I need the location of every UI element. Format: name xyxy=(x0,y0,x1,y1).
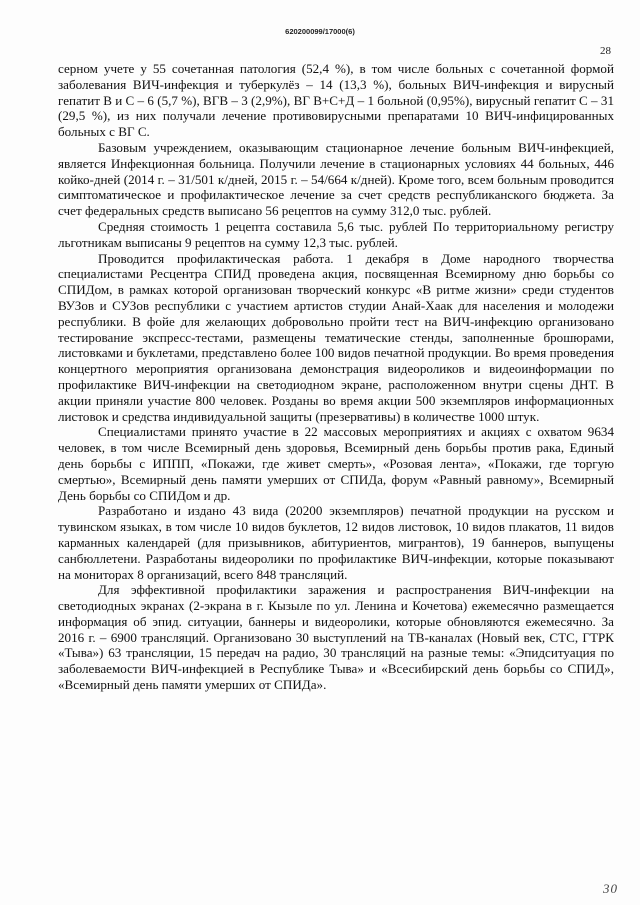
paragraph-7: Для эффективной профилактики заражения и распространения ВИЧ-инфекции на светодиодных экранах (2-экрана в г. Кызыле по ул. Ленина и Кочетова) ежемесячно размещается информация об эпид. ситуации, баннеры и видеоролики, которые обновляются ежемесячно. За 2016 г. – 6900 трансляций. Организовано 30 выступлений на ТВ-каналах (Новый век, СТС, ГТРК «Тыва») 63 трансляции, 15 передач на радио, 30 трансляций на разные темы: «Эпидситуация по заболеваемости ВИЧ-инфекцией в Республике Тыва» и «Всесибирский день борьбы со СПИД», «Всемирный день памяти умерших от СПИДа». xyxy=(58,582,614,693)
paragraph-4: Проводится профилактическая работа. 1 декабря в Доме народного творчества специалистами Ресцентра СПИД проведена акция, посвященная Всемирному дню борьбы со СПИДом, в рамках которой организован творческий конкурс «В ритме жизни» среди студентов ВУЗов и СУЗов республики с участием артистов студии Анай-Хаак для населения и молодежи республики. В фойе для желающих добровольно пройти тест на ВИЧ-инфекцию организовано тестирование экспресс-тестами, размещены тематические стенды, заполненные брошюрами, листовками и буклетами, представлено более 100 видов печатной продукции. Во время проведения концертного мероприятия организована демонстрация видеороликов и видеоинформации по профилактике ВИЧ-инфекции на светодиодном экране, расположенном внутри сцены ДНТ. В акции приняли участие 800 человек. Розданы во время акции 500 экземпляров информационных листовок и средства индивидуальной защиты (презервативы) в количестве 1000 штук. xyxy=(58,250,614,424)
paragraph-3: Средняя стоимость 1 рецепта составила 5,6 тыс. рублей По территориальному регистру льготникам выписаны 9 рецептов на сумму 12,3 тыс. рублей. xyxy=(58,218,614,250)
document-id: 620200099/17000(6) xyxy=(285,27,355,36)
body-text xyxy=(58,61,614,693)
paragraph-6: Разработано и издано 43 вида (20200 экземпляров) печатной продукции на русском и тувинском языках, в том числе 10 видов буклетов, 12 видов листовок, 10 видов плакатов, 11 видов карманных календарей (для призывников, абитуриентов, мигрантов), 19 баннеров, выпущены санбюллетени. Разработаны видеоролики по профилактике ВИЧ-инфекции, которые показывают на мониторах 8 организаций, всего 848 трансляций. xyxy=(58,503,614,582)
handwritten-page-mark: 30 xyxy=(603,881,618,896)
paragraph-2: Базовым учреждением, оказывающим стационарное лечение больным ВИЧ-инфекцией, является Инфекционная больница. Получили лечение в стационарных условиях 44 больных, 446 койко-дней (2014 г. – 31/501 к/дней, 2015 г. – 54/664 к/дней). Кроме того, всем больным проводится симптоматическое и профилактическое лечение за счет средств республиканского бюджета. За счет федеральных средств выписано 56 рецептов на сумму 312,0 тыс. рублей. xyxy=(58,139,614,219)
paragraph-5: Специалистами принято участие в 22 массовых мероприятиях и акциях с охватом 9634 человек, в том числе Всемирный день здоровья, Всемирный день борьбы против рака, Единый день борьбы с ИППП, «Покажи, где живет смерть», «Розовая лента», «Покажи, где торгую смертью», Всемирный день памяти умерших от СПИДа, форум «Равный равному», Всемирный День борьбы со СПИДом и др. xyxy=(58,424,614,503)
paragraph-1: серном учете у 55 сочетанная патология (52,4 %), в том числе больных с сочетанной формой заболевания ВИЧ-инфекция и туберкулёз – 14 (13,3 %), больных ВИЧ-инфекция и вирусный гепатит В и С – 6 (5,7 %), ВГВ – 3 (2,9%), ВГ В+С+Д – 1 больной (0,95%), вирусный гепатит С – 31 (29,5 %), из них получали лечение противовирусными препаратами 10 ВИЧ-инфицированных больных с ВГ С. xyxy=(58,61,614,140)
page-number: 28 xyxy=(600,45,611,57)
